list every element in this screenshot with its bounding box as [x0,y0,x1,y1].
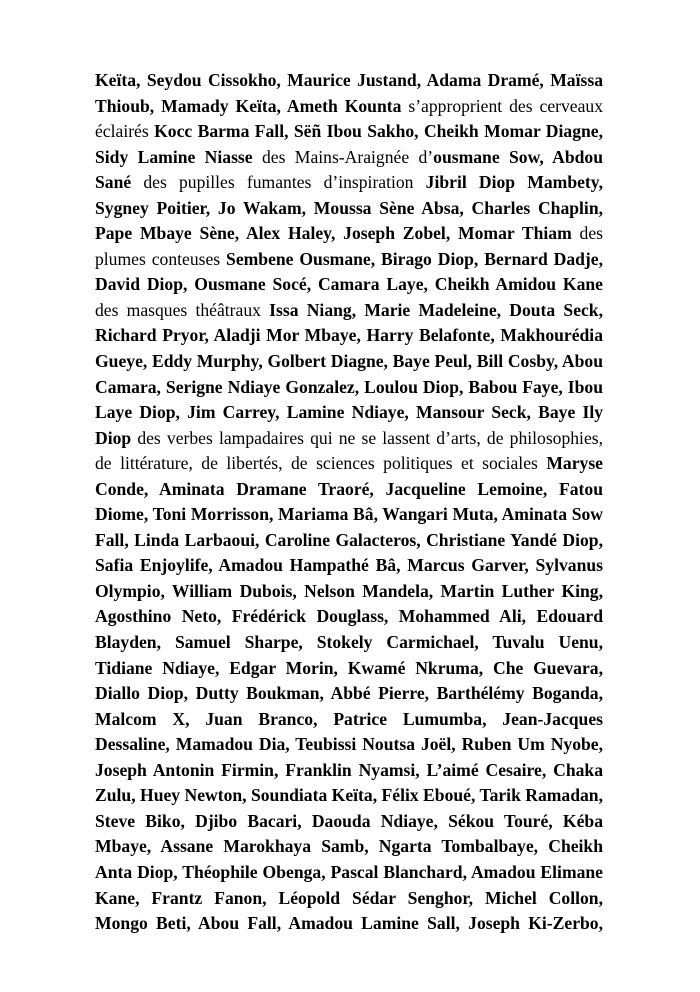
prose-segment: des plumes conteuses [95,223,603,269]
names-list-segment: ousmane Sow, Abdou Sané [95,146,604,193]
body-paragraph [95,68,603,937]
prose-segment: des pupilles fumantes d’inspiration [131,172,426,193]
prose-segment: des masques théâtraux [95,299,270,320]
prose-segment: s’approprient des cerveaux éclairés [95,95,603,142]
names-list-segment: Maryse Conde, Aminata Dramane Traoré, Jacqueline Lemoine, Fatou Diome, Toni Morrisson, Mariama Bâ, Wangari Muta, Aminata Sow Fall, Linda Larbaoui, Caroline Galacteros, Christiane Yandé Diop, Safia Enjoylife, Amadou Hampathé Bâ, Marcus Garver, Sylvanus Olympio, William Dubois, Nelson Mandela, Martin Luther King, Agosthino Neto, Frédérick Douglass, Mohammed Ali, Edouard Blayden, Samuel Sharpe, Stokely Carmichael, Tuvalu Uenu, Tidiane Ndiaye, Edgar Morin, Kwamé Nkruma, Che Guevara, Diallo Diop, Dutty Boukman, Abbé Pierre, Barthélémy Boganda, Malcom X, Juan Branco, Patrice Lumumba, Jean-Jacques Dessaline, Mamadou Dia, Teubissi Noutsa Joël, Ruben Um Nyobe, Joseph Antonin Firmin, Franklin Nyamsi, L’aimé Cesaire, Chaka Zulu, Huey Newton, Soundiata Keïta, Félix Eboué, Tarik Ramadan, Steve Biko, Djibo Bacari, Daouda Ndiaye, Sékou Touré, Kéba Mbaye, Assane Marokhaya Samb, Ngarta Tombalbaye, Cheikh Anta Diop, Théophile Obenga, Pascal Blanchard, Amadou Elimane Kane, Frantz Fanon, Léopold Sédar Senghor, Michel Collon, Mongo Beti, Abou Fall, Amadou Lamine Sall, Joseph Ki-Zerbo, [95,453,603,934]
names-list-segment: Keïta, Seydou Cissokho, Maurice Justand, Adama Dramé, Maïssa Thioub, Mamady Keïta, Ameth Kounta [95,70,603,116]
prose-segment: des Mains-Araignée d’ [252,146,434,167]
names-list-segment: Sembene Ousmane, Birago Diop, Bernard Dadje, David Diop, Ousmane Socé, Camara Laye, Cheikh Amidou Kane [95,248,603,295]
names-list-segment: Kocc Barma Fall, Sëñ Ibou Sakho, Cheikh Momar Diagne, Sidy Lamine Niasse [95,121,603,167]
prose-segment: des verbes lampadaires qui ne se lassent d’arts, de philosophies, de littérature, de libertés, de sciences politiques et sociales [95,427,603,474]
names-list-segment: Jibril Diop Mambety, Sygney Poitier, Jo Wakam, Moussa Sène Absa, Charles Chaplin, Pape Mbaye Sène, Alex Haley, Joseph Zobel, Momar Thiam [95,172,604,244]
names-list-segment: Issa Niang, Marie Madeleine, Douta Seck, Richard Pryor, Aladji Mor Mbaye, Harry Belafonte, Makhourédia Gueye, Eddy Murphy, Golbert Diagne, Baye Peul, Bill Cosby, Abou Camara, Serigne Ndiaye Gonzalez, Loulou Diop, Babou Faye, Ibou Laye Diop, Jim Carrey, Lamine Ndiaye, Mansour Seck, Baye Ily Diop [95,299,603,448]
